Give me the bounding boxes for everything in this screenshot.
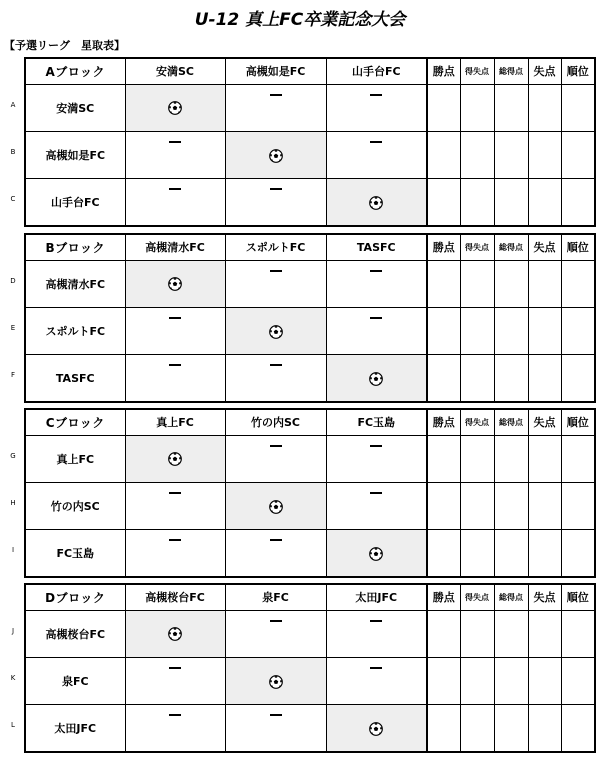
column-team-name: 高槻清水FC — [125, 234, 225, 260]
stats-cell[interactable] — [561, 131, 595, 178]
diagonal-cell — [225, 657, 326, 704]
row-letter: A — [10, 101, 16, 109]
stats-cell[interactable] — [494, 355, 528, 402]
stats-cell[interactable] — [427, 307, 460, 354]
stats-header: 得失点 — [460, 234, 494, 260]
stats-cell[interactable] — [494, 610, 528, 657]
row-letter: C — [10, 195, 16, 203]
stats-cell[interactable] — [494, 482, 528, 529]
result-cell — [225, 260, 326, 307]
result-cell — [225, 610, 326, 657]
stats-cell[interactable] — [494, 657, 528, 704]
stats-header: 得失点 — [460, 584, 494, 610]
stats-cell[interactable] — [460, 482, 494, 529]
block-3 — [0, 408, 600, 578]
stats-cell[interactable] — [528, 84, 561, 131]
row-letter: D — [10, 277, 16, 285]
stats-cell[interactable] — [427, 657, 460, 704]
stats-table — [426, 233, 596, 403]
row-team-name: 高槻桜台FC — [25, 610, 125, 657]
row-team-name: TASFC — [25, 355, 125, 402]
result-dash — [270, 445, 282, 447]
stats-cell[interactable] — [561, 260, 595, 307]
stats-cell[interactable] — [528, 355, 561, 402]
stats-cell[interactable] — [460, 131, 494, 178]
result-cell — [326, 84, 427, 131]
stats-header: 総得点 — [494, 409, 528, 435]
stats-cell[interactable] — [460, 657, 494, 704]
stats-header: 順位 — [561, 58, 595, 84]
soccer-ball-icon — [269, 675, 283, 689]
row-letter: G — [10, 452, 16, 460]
stats-cell[interactable] — [528, 435, 561, 482]
result-dash — [270, 94, 282, 96]
result-dash — [370, 492, 382, 494]
result-dash — [270, 620, 282, 622]
stats-header: 勝点 — [427, 409, 460, 435]
result-dash — [169, 188, 181, 190]
result-dash — [169, 492, 181, 494]
row-letter: H — [10, 499, 16, 507]
stats-header: 総得点 — [494, 584, 528, 610]
row-letter: E — [10, 324, 16, 332]
result-cell — [326, 657, 427, 704]
stats-cell[interactable] — [561, 179, 595, 226]
stats-header: 総得点 — [494, 234, 528, 260]
soccer-ball-icon — [369, 722, 383, 736]
row-team-name: 太田JFC — [25, 705, 125, 752]
diagonal-cell — [326, 179, 427, 226]
stats-cell[interactable] — [494, 435, 528, 482]
stats-cell[interactable] — [561, 355, 595, 402]
stats-cell[interactable] — [427, 179, 460, 226]
diagonal-cell — [225, 482, 326, 529]
diagonal-cell — [225, 307, 326, 354]
result-cell — [225, 355, 326, 402]
block-name: Bブロック — [25, 234, 125, 260]
result-dash — [370, 94, 382, 96]
soccer-ball-icon — [369, 196, 383, 210]
stats-header: 勝点 — [427, 58, 460, 84]
result-cell — [125, 355, 225, 402]
diagonal-cell — [326, 705, 427, 752]
block-name: Cブロック — [25, 409, 125, 435]
column-team-name: 太田JFC — [326, 584, 427, 610]
stats-header: 順位 — [561, 234, 595, 260]
stats-cell[interactable] — [494, 131, 528, 178]
stats-cell[interactable] — [494, 179, 528, 226]
row-letter: F — [10, 371, 16, 379]
result-dash — [169, 539, 181, 541]
result-cell — [125, 482, 225, 529]
soccer-ball-icon — [168, 101, 182, 115]
stats-cell[interactable] — [427, 131, 460, 178]
result-cell — [125, 530, 225, 577]
stats-cell[interactable] — [494, 84, 528, 131]
stats-cell[interactable] — [460, 307, 494, 354]
soccer-ball-icon — [168, 277, 182, 291]
block-1 — [0, 57, 600, 227]
row-letter: K — [10, 674, 16, 682]
stats-cell[interactable] — [561, 705, 595, 752]
stats-cell[interactable] — [494, 705, 528, 752]
result-cell — [225, 179, 326, 226]
result-dash — [169, 714, 181, 716]
result-cell — [125, 705, 225, 752]
result-dash — [370, 270, 382, 272]
row-team-name: 高槻如是FC — [25, 131, 125, 178]
match-grid — [24, 57, 428, 227]
stats-cell[interactable] — [528, 260, 561, 307]
result-dash — [270, 364, 282, 366]
result-dash — [370, 445, 382, 447]
result-cell — [326, 610, 427, 657]
result-cell — [225, 84, 326, 131]
stats-cell[interactable] — [427, 530, 460, 577]
result-dash — [270, 714, 282, 716]
stats-cell[interactable] — [561, 610, 595, 657]
stats-table — [426, 583, 596, 753]
stats-header: 勝点 — [427, 234, 460, 260]
soccer-ball-icon — [369, 372, 383, 386]
stats-cell[interactable] — [561, 84, 595, 131]
row-letter: L — [11, 721, 15, 729]
soccer-ball-icon — [168, 627, 182, 641]
stats-header: 総得点 — [494, 58, 528, 84]
soccer-ball-icon — [269, 325, 283, 339]
result-dash — [169, 364, 181, 366]
stats-cell[interactable] — [561, 530, 595, 577]
stats-cell[interactable] — [460, 705, 494, 752]
match-grid — [24, 233, 428, 403]
stats-cell[interactable] — [460, 530, 494, 577]
stats-header: 失点 — [528, 409, 561, 435]
row-letter: B — [10, 148, 16, 156]
diagonal-cell — [225, 131, 326, 178]
result-cell — [125, 131, 225, 178]
row-team-name: 真上FC — [25, 435, 125, 482]
stats-cell[interactable] — [460, 179, 494, 226]
result-cell — [326, 260, 427, 307]
stats-cell[interactable] — [528, 131, 561, 178]
result-cell — [225, 435, 326, 482]
stats-header: 失点 — [528, 584, 561, 610]
result-dash — [370, 667, 382, 669]
diagonal-cell — [326, 530, 427, 577]
column-team-name: 竹の内SC — [225, 409, 326, 435]
stats-header: 得失点 — [460, 409, 494, 435]
stats-table — [426, 408, 596, 578]
result-cell — [225, 530, 326, 577]
column-team-name: 高槻桜台FC — [125, 584, 225, 610]
stats-cell[interactable] — [528, 705, 561, 752]
result-dash — [370, 141, 382, 143]
block-name: Dブロック — [25, 584, 125, 610]
result-dash — [270, 539, 282, 541]
stats-cell[interactable] — [427, 435, 460, 482]
stats-cell[interactable] — [561, 307, 595, 354]
page-title: U-12 真上FC卒業記念大会 — [194, 10, 406, 30]
row-team-name: スポルトFC — [25, 307, 125, 354]
stats-cell[interactable] — [460, 610, 494, 657]
result-dash — [270, 188, 282, 190]
stats-header: 勝点 — [427, 584, 460, 610]
stats-cell[interactable] — [427, 610, 460, 657]
stats-table — [426, 57, 596, 227]
stats-cell[interactable] — [561, 482, 595, 529]
stats-cell[interactable] — [561, 435, 595, 482]
result-dash — [169, 667, 181, 669]
result-cell — [125, 179, 225, 226]
result-dash — [370, 620, 382, 622]
stats-cell[interactable] — [427, 705, 460, 752]
column-team-name: TASFC — [326, 234, 427, 260]
block-2 — [0, 233, 600, 403]
stats-cell[interactable] — [427, 84, 460, 131]
stats-cell[interactable] — [528, 179, 561, 226]
column-team-name: 安満SC — [125, 58, 225, 84]
stats-cell[interactable] — [528, 610, 561, 657]
diagonal-cell — [125, 84, 225, 131]
row-team-name: 高槻清水FC — [25, 260, 125, 307]
stats-cell[interactable] — [460, 435, 494, 482]
result-dash — [370, 317, 382, 319]
result-dash — [270, 270, 282, 272]
column-team-name: 高槻如是FC — [225, 58, 326, 84]
soccer-ball-icon — [369, 547, 383, 561]
row-team-name: 泉FC — [25, 657, 125, 704]
match-grid — [24, 583, 428, 753]
row-letter: J — [11, 627, 15, 635]
column-team-name: 泉FC — [225, 584, 326, 610]
stats-cell[interactable] — [460, 260, 494, 307]
row-letter: I — [11, 546, 15, 554]
row-team-name: FC玉島 — [25, 530, 125, 577]
row-team-name: 竹の内SC — [25, 482, 125, 529]
result-cell — [326, 131, 427, 178]
block-name: Aブロック — [25, 58, 125, 84]
stats-header: 失点 — [528, 58, 561, 84]
stats-cell[interactable] — [494, 307, 528, 354]
stats-cell[interactable] — [528, 307, 561, 354]
stats-header: 順位 — [561, 409, 595, 435]
stats-cell[interactable] — [494, 530, 528, 577]
stats-cell[interactable] — [427, 355, 460, 402]
soccer-ball-icon — [269, 149, 283, 163]
section-label: 【予選リーグ 星取表】 — [4, 39, 125, 52]
soccer-ball-icon — [269, 500, 283, 514]
stats-cell[interactable] — [460, 355, 494, 402]
stats-header: 順位 — [561, 584, 595, 610]
result-cell — [326, 482, 427, 529]
result-cell — [326, 307, 427, 354]
stats-cell[interactable] — [460, 84, 494, 131]
column-team-name: スポルトFC — [225, 234, 326, 260]
result-cell — [125, 657, 225, 704]
stats-cell[interactable] — [528, 657, 561, 704]
stats-cell[interactable] — [494, 260, 528, 307]
diagonal-cell — [125, 435, 225, 482]
soccer-ball-icon — [168, 452, 182, 466]
result-dash — [169, 141, 181, 143]
row-team-name: 安満SC — [25, 84, 125, 131]
stats-cell[interactable] — [427, 260, 460, 307]
result-cell — [125, 307, 225, 354]
stats-header: 得失点 — [460, 58, 494, 84]
stats-cell[interactable] — [561, 657, 595, 704]
stats-cell[interactable] — [528, 530, 561, 577]
result-dash — [169, 317, 181, 319]
row-team-name: 山手台FC — [25, 179, 125, 226]
match-grid — [24, 408, 428, 578]
diagonal-cell — [326, 355, 427, 402]
stats-cell[interactable] — [528, 482, 561, 529]
column-team-name: FC玉島 — [326, 409, 427, 435]
stats-header: 失点 — [528, 234, 561, 260]
column-team-name: 真上FC — [125, 409, 225, 435]
diagonal-cell — [125, 610, 225, 657]
block-4 — [0, 583, 600, 753]
result-cell — [326, 435, 427, 482]
column-team-name: 山手台FC — [326, 58, 427, 84]
stats-cell[interactable] — [427, 482, 460, 529]
diagonal-cell — [125, 260, 225, 307]
result-cell — [225, 705, 326, 752]
